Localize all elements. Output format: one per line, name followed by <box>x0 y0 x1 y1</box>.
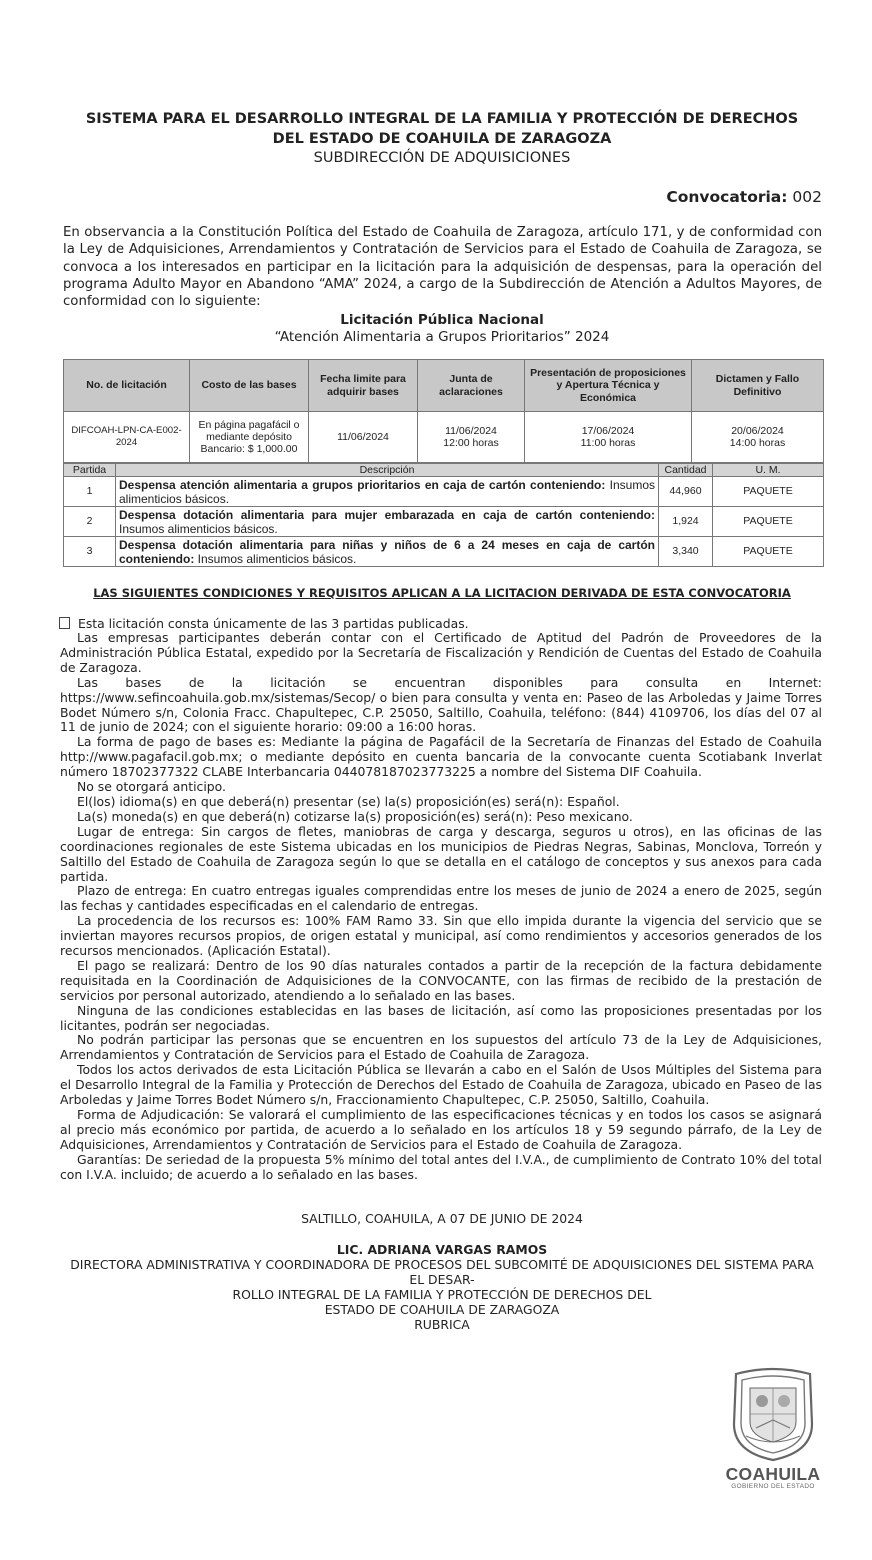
signer-name: LIC. ADRIANA VARGAS RAMOS <box>336 1242 548 1257</box>
coahuila-logo <box>718 1366 828 1494</box>
condition-paragraph: La procedencia de los recursos es: 100% FAM Ramo 33. Sin que ello impida durante la vigencia del servicio que se inviertan mayores recursos propios, de origen estatal y municipal, así como rendimientos y accesorios generados de los recursos mencionados. (Aplicación Estatal). <box>60 913 822 959</box>
signer-title-line: ESTADO DE COAHUILA DE ZARAGOZA <box>324 1302 560 1317</box>
schedule-table <box>63 359 824 463</box>
schedule-header-row <box>64 360 824 412</box>
condition-paragraph: El(los) idioma(s) en que deberá(n) presentar (se) la(s) proposición(es) será(n): Español. <box>77 793 620 809</box>
condition-paragraph: Lugar de entrega: Sin cargos de fletes, maniobras de carga y descarga, seguros u otros), en las oficinas de las coordinaciones regionales de este Sistema ubicadas en los municipios de Piedras Negras, Sabinas, Monclova, Torreón y Saltillo del Estado de Coahuila de Zaragoza según lo que se detalla en el catálogo de conceptos y sus anexos para cada partida. <box>60 823 822 884</box>
document-subtitle: SUBDIRECCIÓN DE ADQUISICIONES <box>313 150 571 166</box>
licitacion-subtitle: “Atención Alimentaria a Grupos Prioritarios” 2024 <box>274 329 610 345</box>
condition-paragraph: Plazo de entrega: En cuatro entregas iguales comprendidas entre los meses de junio de 2024 a enero de 2025, según las fechas y cantidades especificadas en el calendario de entregas. <box>60 883 822 914</box>
presentacion-proposiciones <box>525 412 692 463</box>
schedule-header-cell: Fecha limite para adquirir bases <box>309 360 418 412</box>
condition-paragraph: Todos los actos derivados de esta Licitación Pública se llevarán a cabo en el Salón de Usos Múltiples del Sistema para el Desarrollo Integral de la Familia y Protección de Derechos del Estado de Coahuila de Zaragoza, ubicado en Paseo de las Arboledas y Jaime Torres Bodet Número s/n, Fraccionamiento Chapultepec, C.P. 25050, Saltillo, Coahuila. <box>60 1062 822 1108</box>
partida-number: 3 <box>64 537 116 567</box>
partida-row <box>64 477 824 507</box>
conditions-bullet-text: Esta licitación consta únicamente de las 3 partidas publicadas. <box>78 616 469 631</box>
fecha-limite: 11/06/2024 <box>309 412 418 463</box>
partida-desc-rest: Insumos alimenticios básicos. <box>119 477 656 506</box>
licitacion-title: Licitación Pública Nacional <box>340 312 544 328</box>
signature-block <box>62 1242 822 1332</box>
conditions-list <box>60 631 822 1183</box>
schedule-header-cell: No. de licitación <box>64 360 190 412</box>
dictamen-fallo <box>692 412 824 463</box>
partidas-header-cell: Descripción <box>116 464 659 477</box>
partida-desc-bold: Despensa dotación alimentaria para niñas y niños de 6 a 24 meses en caja de cartón conteniendo: <box>119 537 655 566</box>
dictamen-hora: 14:00 horas <box>729 437 786 449</box>
condition-paragraph: Forma de Adjudicación: Se valorará el cumplimiento de las especificaciones técnicas y en todos los casos se asignará al precio más económico por partida, de acuerdo a lo señalado en los artículos 18 y 59 segundo párrafo, de la Ley de Adquisiciones, Arrendamientos y Contratación de Servicios para el Estado de Coahuila de Zaragoza. <box>60 1107 822 1152</box>
junta-aclaraciones <box>418 412 525 463</box>
condition-paragraph: No podrán participar las personas que se encuentren en los supuestos del artículo 73 de la Ley de Adquisiciones, Arrendamientos y Contratación de Servicios para el Estado de Coahuila de Zaragoza. <box>60 1032 822 1063</box>
condition-paragraph: La(s) moneda(s) en que deberá(n) cotizarse la(s) proposición(es) será(n): Peso mexicano. <box>77 808 633 824</box>
partida-row <box>64 507 824 537</box>
condition-paragraph: No se otorgará anticipo. <box>77 779 226 795</box>
convocatoria-label: Convocatoria: <box>666 188 788 206</box>
dictamen-fecha: 20/06/2024 <box>731 425 784 437</box>
partida-desc-rest: Insumos alimenticios básicos. <box>119 521 278 536</box>
partida-number: 1 <box>64 477 116 507</box>
schedule-header-cell: Presentación de proposiciones y Apertura Técnica y Económica <box>525 360 692 412</box>
partida-number: 2 <box>64 507 116 537</box>
presentacion-hora: 11:00 horas <box>580 437 636 449</box>
partidas-header-row <box>64 464 824 477</box>
coahuila-seal-icon <box>726 1366 820 1462</box>
signer-title-line: ROLLO INTEGRAL DE LA FAMILIA Y PROTECCIÓN DE DERECHOS DEL <box>232 1287 652 1302</box>
condition-paragraph: Ninguna de las condiciones establecidas en las bases de licitación, así como las proposiciones presentadas por los licitantes, podrán ser negociadas. <box>60 1002 822 1033</box>
junta-hora: 12:00 horas <box>443 437 499 449</box>
partida-unit: PAQUETE <box>713 477 824 507</box>
title-line-2: DEL ESTADO DE COAHUILA DE ZARAGOZA <box>272 131 612 147</box>
presentacion-fecha: 17/06/2024 <box>581 425 635 437</box>
partida-desc-bold: Despensa dotación alimentaria para mujer embarazada en caja de cartón conteniendo: <box>119 507 655 522</box>
signer-title-line: DIRECTORA ADMINISTRATIVA Y COORDINADORA DE PROCESOS DEL SUBCOMITÉ DE ADQUISICIONES DEL SISTEMA PARA EL DESAR- <box>70 1257 814 1287</box>
intro-paragraph: En observancia a la Constitución Política del Estado de Coahuila de Zaragoza, artículo 171, y de conformidad con la Ley de Adquisiciones, Arrendamientos y Contratación de Servicios para el Estado de Coahuila de Zaragoza, se convoca a los interesados en participar en la licitación para la adquisición de despensas, para la operación del programa Adulto Mayor en Abandono “AMA” 2024, a cargo de la Subdirección de Atención a Adultos Mayores, de conformidad con lo siguiente: <box>63 225 822 310</box>
convocatoria <box>666 188 822 206</box>
partida-unit: PAQUETE <box>713 507 824 537</box>
partida-description <box>116 477 659 507</box>
partida-quantity: 1,924 <box>659 507 713 537</box>
partida-desc-rest: Insumos alimenticios básicos. <box>194 551 357 566</box>
licitacion-number: DIFCOAH-LPN-CA-E002-2024 <box>64 412 190 463</box>
partida-description <box>116 507 659 537</box>
title-line-1: SISTEMA PARA EL DESARROLLO INTEGRAL DE LA FAMILIA Y PROTECCIÓN DE DERECHOS <box>85 111 799 127</box>
junta-fecha: 11/06/2024 <box>445 425 497 437</box>
partida-row <box>64 537 824 567</box>
rubrica: RUBRICA <box>414 1317 470 1332</box>
conditions-bullet <box>59 616 469 631</box>
convocatoria-number: 002 <box>792 188 822 206</box>
partida-unit: PAQUETE <box>713 537 824 567</box>
schedule-header-cell: Dictamen y Fallo Definitivo <box>692 360 824 412</box>
logo-name: COAHUILA <box>725 1464 821 1484</box>
partidas-header-cell: Cantidad <box>659 464 713 477</box>
schedule-header-cell: Costo de las bases <box>190 360 309 412</box>
partidas-header-cell: U. M. <box>713 464 824 477</box>
document-title <box>62 109 822 149</box>
schedule-header-cell: Junta de aclaraciones <box>418 360 525 412</box>
partidas-header-cell: Partida <box>64 464 116 477</box>
condition-paragraph: El pago se realizará: Dentro de los 90 días naturales contados a partir de la recepción de la factura debidamente requisitada en la Coordinación de Adquisiciones de la CONVOCANTE, con las firmas de recibido de la prestación de servicios por personal autorizado, atendiendo a lo señalado en las bases. <box>60 957 822 1003</box>
partida-desc-bold: Despensa atención alimentaria a grupos prioritarios en caja de cartón conteniendo: <box>119 477 606 492</box>
partida-quantity: 44,960 <box>659 477 713 507</box>
condition-paragraph: Las bases de la licitación se encuentran disponibles para consulta en Internet: https://www.sefincoahuila.gob.mx/sistemas/Secop/ o bien para consulta y venta en: Paseo de las Arboledas y Jaime Torres Bodet Número s/n, Colonia Fracc. Chapultepec, C.P. 25050, Saltillo, Coahuila, teléfono: (844) 4109706, los días del 07 al 11 de junio de 2024; con el siguiente horario: 09:00 a 16:00 horas. <box>60 674 822 735</box>
partidas-table <box>63 463 824 567</box>
condition-paragraph: Las empresas participantes deberán contar con el Certificado de Aptitud del Padrón de Proveedores de la Administración Pública Estatal, expedido por la Secretaría de Fiscalización y Rendición de Cuentas del Estado de Coahuila de Zaragoza. <box>60 630 822 675</box>
condition-paragraph: Garantías: De seriedad de la propuesta 5% mínimo del total antes del I.V.A., de cumplimiento de Contrato 10% del total con I.V.A. incluido; de acuerdo a lo señalado en las bases. <box>60 1151 822 1182</box>
place-date: SALTILLO, COAHUILA, A 07 DE JUNIO DE 2024 <box>301 1211 583 1226</box>
partida-description <box>116 537 659 567</box>
partida-quantity: 3,340 <box>659 537 713 567</box>
checkbox-glyph-icon <box>59 617 70 629</box>
condition-paragraph: La forma de pago de bases es: Mediante la página de Pagafácil de la Secretaría de Finanzas del Estado de Coahuila http://www.pagafacil.gob.mx; o mediante depósito en cuenta bancaria de la convocante cuenta Scotiabank Inverlat número 18702377322 CLABE Interbancaria 044078187023773225 a nombre del Sistema DIF Coahuila. <box>60 734 822 780</box>
schedule-row <box>64 412 824 463</box>
conditions-title: LAS SIGUIENTES CONDICIONES Y REQUISITOS APLICAN A LA LICITACION DERIVADA DE ESTA CONVOCATORIA <box>93 586 791 600</box>
bases-cost: En página pagafácil o mediante depósito Bancario: $ 1,000.00 <box>190 412 309 463</box>
logo-subtitle: GOBIERNO DEL ESTADO <box>731 1483 815 1490</box>
